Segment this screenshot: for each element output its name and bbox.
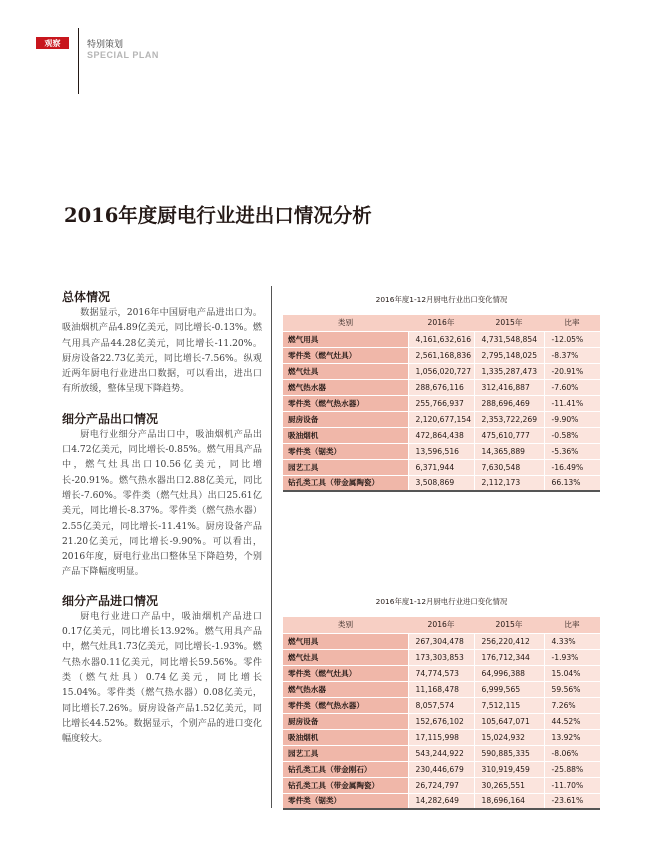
value-cell: 472,864,438	[408, 427, 474, 443]
section-label-cn: 特别策划	[87, 40, 124, 50]
table-row	[283, 665, 600, 681]
category-cell: 厨房设备	[283, 713, 408, 729]
column-header: 2016年	[408, 315, 474, 331]
table-row	[283, 745, 600, 761]
table-row	[283, 633, 600, 649]
value-cell: 288,696,469	[474, 395, 544, 411]
value-cell: 590,885,335	[474, 745, 544, 761]
category-cell: 钻孔类工具（带金刚石）	[283, 761, 408, 777]
import-table-block	[283, 594, 600, 810]
column-header: 2015年	[474, 617, 544, 633]
column-header: 2015年	[474, 315, 544, 331]
value-cell: 26,724,797	[408, 777, 474, 793]
table-row	[283, 777, 600, 793]
import-table-title: 2016年度1-12月厨电行业进口变化情况	[375, 597, 508, 606]
section-export	[62, 411, 262, 581]
table-row	[283, 443, 600, 459]
import-table	[283, 617, 600, 810]
table-row	[283, 761, 600, 777]
value-cell: 8,057,574	[408, 697, 474, 713]
rate-cell: 15.04%	[544, 665, 600, 681]
value-cell: 13,596,516	[408, 443, 474, 459]
category-cell: 零件类（锯类）	[283, 443, 408, 459]
rate-cell: 59.56%	[544, 681, 600, 697]
table-row	[283, 363, 600, 379]
header-divider	[78, 28, 79, 94]
value-cell: 7,630,548	[474, 459, 544, 475]
category-cell: 零件类（燃气灶具）	[283, 347, 408, 363]
rate-cell: 7.26%	[544, 697, 600, 713]
value-cell: 30,265,551	[474, 777, 544, 793]
section-paragraph: 厨电行业进口产品中，吸油烟机产品进口0.17亿美元，同比增长13.92%。燃气用具产品中，燃气灶具1.73亿美元，同比增长-1.93%。燃气热水器0.11亿美元，同比增长59.56%。零件类（燃气灶具）0.74亿美元，同比增长15.04%。零件类（燃气热水器）0.08亿美元，同比增长7.26%。厨房设备产品1.52亿美元，同比增长44.52%。数据显示，个别产品的进口变化幅度较大。	[62, 611, 262, 745]
value-cell: 6,371,944	[408, 459, 474, 475]
table-row	[283, 475, 600, 491]
table-row	[283, 681, 600, 697]
value-cell: 1,335,287,473	[474, 363, 544, 379]
rate-cell: 4.33%	[544, 633, 600, 649]
table-row	[283, 427, 600, 443]
value-cell: 2,120,677,154	[408, 411, 474, 427]
category-cell: 燃气灶具	[283, 649, 408, 665]
column-header: 2016年	[408, 617, 474, 633]
table-row	[283, 713, 600, 729]
article-title: 2016年度厨电行业进出口情况分析	[64, 204, 372, 227]
value-cell: 255,766,937	[408, 395, 474, 411]
section-overall	[62, 289, 262, 398]
column-header: 比率	[544, 315, 600, 331]
table-row	[283, 729, 600, 745]
section-paragraph: 数据显示，2016年中国厨电产品进出口为。吸油烟机产品4.89亿美元，同比增长-0.13%。燃气用具产品44.28亿美元，同比增长-11.20%。厨房设备22.73亿美元，同比增长-7.56%。纵观近两年厨电行业进出口数据，可以看出，进出口有所放缓，整体呈现下降趋势。	[62, 308, 262, 395]
rate-cell: -8.37%	[544, 347, 600, 363]
rate-cell: -16.49%	[544, 459, 600, 475]
value-cell: 2,353,722,269	[474, 411, 544, 427]
value-cell: 230,446,679	[408, 761, 474, 777]
category-cell: 吸油烟机	[283, 729, 408, 745]
category-cell: 燃气用具	[283, 633, 408, 649]
table-header-row	[283, 315, 600, 331]
rate-cell: -7.60%	[544, 379, 600, 395]
value-cell: 14,282,649	[408, 793, 474, 809]
category-cell: 零件类（燃气热水器）	[283, 697, 408, 713]
value-cell: 543,244,922	[408, 745, 474, 761]
table-row	[283, 459, 600, 475]
table-row	[283, 793, 600, 809]
value-cell: 176,712,344	[474, 649, 544, 665]
section-heading: 细分产品进口情况	[62, 593, 159, 608]
value-cell: 3,508,869	[408, 475, 474, 491]
rate-cell: 66.13%	[544, 475, 600, 491]
table-header-row	[283, 617, 600, 633]
rate-cell: -20.91%	[544, 363, 600, 379]
category-cell: 燃气灶具	[283, 363, 408, 379]
category-cell: 钻孔类工具（带金属陶瓷）	[283, 777, 408, 793]
column-divider	[271, 286, 272, 808]
section-label-en: SPECIAL PLAN	[87, 50, 159, 60]
value-cell: 11,168,478	[408, 681, 474, 697]
section-badge: 观察	[36, 37, 69, 49]
value-cell: 18,696,164	[474, 793, 544, 809]
value-cell: 256,220,412	[474, 633, 544, 649]
table-row	[283, 411, 600, 427]
category-cell: 园艺工具	[283, 745, 408, 761]
rate-cell: -12.05%	[544, 331, 600, 347]
table-row	[283, 331, 600, 347]
value-cell: 105,647,071	[474, 713, 544, 729]
value-cell: 288,676,116	[408, 379, 474, 395]
rate-cell: 44.52%	[544, 713, 600, 729]
value-cell: 1,056,020,727	[408, 363, 474, 379]
export-table-title: 2016年度1-12月厨电行业出口变化情况	[375, 295, 508, 304]
rate-cell: -23.61%	[544, 793, 600, 809]
section-paragraph: 厨电行业细分产品出口中，吸油烟机产品出口4.72亿美元，同比增长-0.85%。燃气用具产品中，燃气灶具出口10.56亿美元，同比增长-20.91%。燃气热水器出口2.88亿美元，同比增长-7.60%。零件类（燃气灶具）出口25.61亿美元，同比增长-8.37%。零件类（燃气热水器）2.55亿美元，同比增长-11.41%。厨房设备产品21.20亿美元，同比增长-9.90%。可以看出，2016年度，厨电行业出口整体呈下降趋势，个别产品下降幅度明显。	[62, 429, 262, 578]
rate-cell: 13.92%	[544, 729, 600, 745]
value-cell: 15,024,932	[474, 729, 544, 745]
value-cell: 267,304,478	[408, 633, 474, 649]
category-cell: 零件类（燃气热水器）	[283, 395, 408, 411]
value-cell: 2,112,173	[474, 475, 544, 491]
value-cell: 7,512,115	[474, 697, 544, 713]
rate-cell: -25.88%	[544, 761, 600, 777]
table-row	[283, 395, 600, 411]
category-cell: 园艺工具	[283, 459, 408, 475]
value-cell: 17,115,998	[408, 729, 474, 745]
value-cell: 310,919,459	[474, 761, 544, 777]
category-cell: 吸油烟机	[283, 427, 408, 443]
value-cell: 4,731,548,854	[474, 331, 544, 347]
section-heading: 细分产品出口情况	[62, 411, 159, 426]
value-cell: 64,996,388	[474, 665, 544, 681]
value-cell: 14,365,889	[474, 443, 544, 459]
category-cell: 零件类（锯类）	[283, 793, 408, 809]
column-header: 类别	[283, 617, 408, 633]
column-header: 类别	[283, 315, 408, 331]
value-cell: 2,795,148,025	[474, 347, 544, 363]
category-cell: 燃气热水器	[283, 379, 408, 395]
value-cell: 475,610,777	[474, 427, 544, 443]
rate-cell: -11.41%	[544, 395, 600, 411]
rate-cell: -8.06%	[544, 745, 600, 761]
export-table-block	[283, 292, 600, 492]
category-cell: 燃气用具	[283, 331, 408, 347]
table-row	[283, 347, 600, 363]
article-body	[62, 289, 262, 747]
value-cell: 173,303,853	[408, 649, 474, 665]
value-cell: 152,676,102	[408, 713, 474, 729]
rate-cell: -0.58%	[544, 427, 600, 443]
section-import	[62, 593, 262, 748]
value-cell: 4,161,632,616	[408, 331, 474, 347]
table-row	[283, 649, 600, 665]
section-heading: 总体情况	[62, 290, 111, 304]
export-table	[283, 315, 600, 492]
value-cell: 74,774,573	[408, 665, 474, 681]
rate-cell: -11.70%	[544, 777, 600, 793]
rate-cell: -1.93%	[544, 649, 600, 665]
category-cell: 厨房设备	[283, 411, 408, 427]
table-row	[283, 379, 600, 395]
value-cell: 312,416,887	[474, 379, 544, 395]
category-cell: 零件类（燃气灶具）	[283, 665, 408, 681]
value-cell: 2,561,168,836	[408, 347, 474, 363]
category-cell: 燃气热水器	[283, 681, 408, 697]
rate-cell: -9.90%	[544, 411, 600, 427]
table-row	[283, 697, 600, 713]
value-cell: 6,999,565	[474, 681, 544, 697]
column-header: 比率	[544, 617, 600, 633]
rate-cell: -5.36%	[544, 443, 600, 459]
category-cell: 钻孔类工具（带金属陶瓷）	[283, 475, 408, 491]
